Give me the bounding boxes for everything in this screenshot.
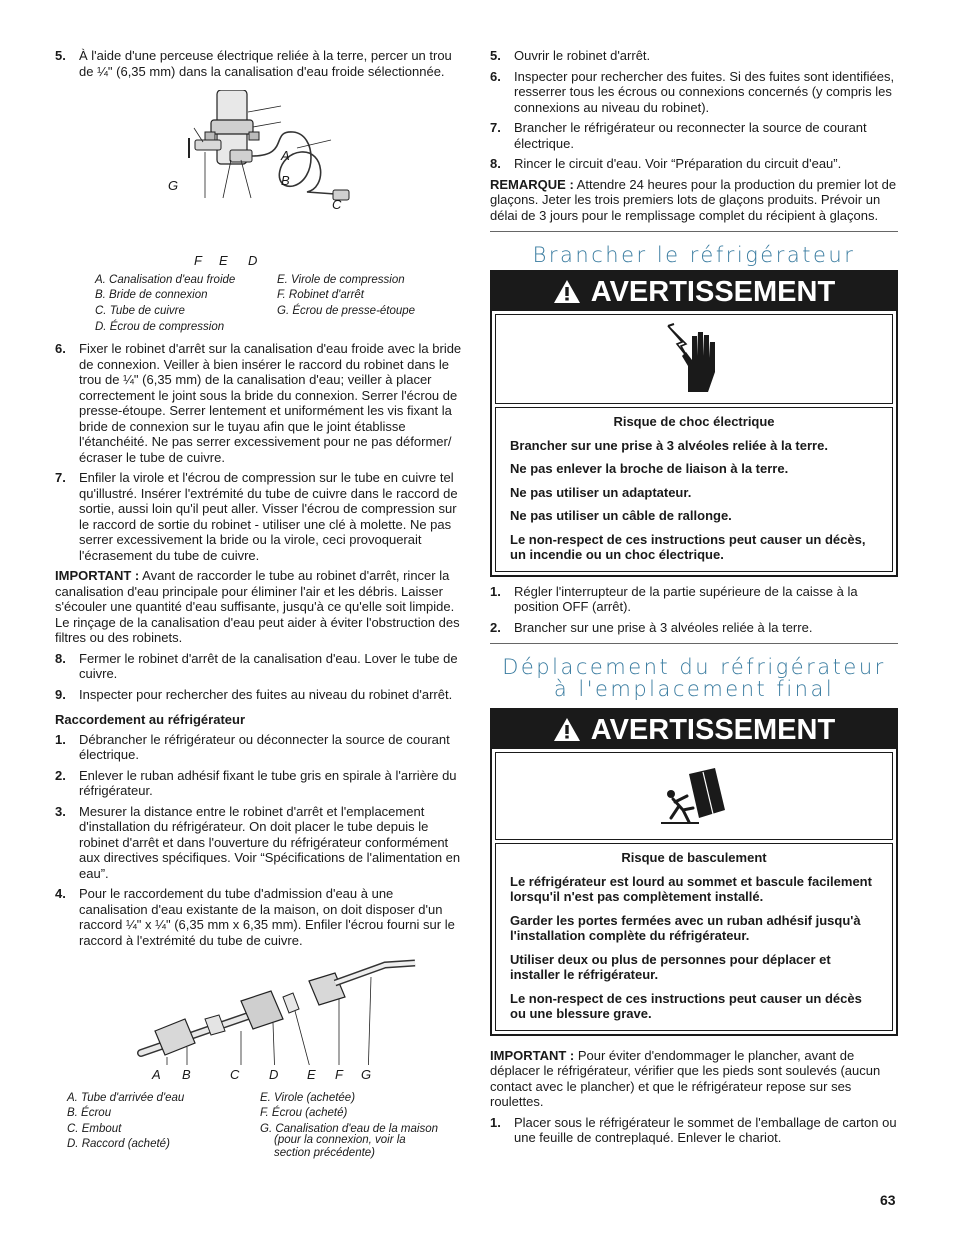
legend-item: D. Écrou de compression <box>95 321 225 333</box>
connect-step-3: 3. Mesurer la distance entre le robinet d'arrêt et l'emplacement d'installation du réfrigérateur. On doit placer le tube depuis le robinet d'arrêt et dans l'ouverture du réfrigérateur conformément aux directives spécifiques. Voir “Spécifications de l'alimentation en eau”. <box>55 803 461 881</box>
fig2-label-d: D <box>269 1067 279 1082</box>
right-column <box>490 48 898 1151</box>
legend-item: F. Robinet d'arrêt <box>277 289 365 301</box>
fig2-label-g: G <box>361 1067 372 1082</box>
fig2-label-f: F <box>335 1067 343 1082</box>
legend-item: C. Tube de cuivre <box>95 305 185 317</box>
warning-pictogram <box>495 314 893 404</box>
connect-step-1: 1. Débrancher le réfrigérateur ou déconnecter la source de courant électrique. <box>55 731 450 762</box>
warning-box-electric <box>490 270 898 577</box>
fig1-label-g: G <box>168 178 179 193</box>
fig2-legend <box>55 1091 463 1161</box>
left-column <box>55 48 463 1161</box>
page-number: 63 <box>880 1192 896 1208</box>
warning-line: Le réfrigérateur est lourd au sommet et bascule facilement lorsqu'il n'est pas complètement installé. <box>510 873 872 904</box>
warning-triangle-icon <box>553 279 581 304</box>
fig1-label-b: B <box>281 173 290 188</box>
divider <box>490 643 898 644</box>
warning-line: Utiliser deux ou plus de personnes pour déplacer et installer le réfrigérateur. <box>510 951 831 982</box>
fig2-label-b: B <box>182 1067 191 1082</box>
divider <box>490 231 898 232</box>
fig1-label-f: F <box>194 253 202 268</box>
fig1-legend <box>55 273 463 341</box>
fig2-label-a: A <box>152 1067 161 1082</box>
legend-item: E. Virole (achetée) <box>260 1092 356 1104</box>
legend-item: B. Écrou <box>67 1107 112 1119</box>
legend-item: G. Canalisation d'eau de la maison <box>260 1123 438 1135</box>
section-title-move: Déplacement du réfrigérateur à l'emplacement final <box>502 655 886 701</box>
legend-item: A. Tube d'arrivée d'eau <box>67 1092 185 1104</box>
legend-item: C. Embout <box>67 1123 122 1135</box>
warning-title: AVERTISSEMENT <box>590 275 836 308</box>
warning-line: Garder les portes fermées avec un ruban adhésif jusqu'à l'installation complète du réfrigérateur. <box>510 912 861 943</box>
important-note: IMPORTANT : Avant de raccorder le tube au robinet d'arrêt, rincer la canalisation d'eau principale pour éliminer l'air et les débris. Laisser s'écouler une quantité d'eau suffisante, jusqu'à ce qu'elle soit limpide. Le rinçage de la canalisation d'eau peut aider à éviter l'obstruction des filtres ou des robinets. <box>55 568 460 645</box>
legend-item: A. Canalisation d'eau froide <box>95 274 236 286</box>
legend-item: G. Écrou de presse-étoupe <box>277 305 416 317</box>
warning-header <box>492 710 896 749</box>
connect-step-4: 4. Pour le raccordement du tube d'admission d'eau à une canalisation d'eau existante de la maison, on doit disposer d'un raccord ¼" x ¼" (6,35 mm x 6,35 mm). Enfiler l'écrou fourni sur le raccord à l'extrémité du tube de cuivre. <box>55 886 455 948</box>
warning-line: Le non-respect de ces instructions peut causer un décès ou une blessure grave. <box>510 990 862 1021</box>
risk-title: Risque de choc électrique <box>613 414 775 429</box>
compression-fitting-illustration <box>55 953 463 1065</box>
legend-item: D. Raccord (acheté) <box>67 1138 170 1150</box>
plug-step-1: 1. Régler l'interrupteur de la partie supérieure de la caisse à la position OFF (arrêt). <box>490 583 858 614</box>
warning-header <box>492 272 896 311</box>
fig1-label-e: E <box>219 253 228 268</box>
step-6: 6. Fixer le robinet d'arrêt sur la canalisation d'eau froide avec la bride de connexion. Veiller à bien insérer le raccord du robinet dans le trou de ¼" (6,35 mm) de la canalisation d'eau; veiller à placer correctement le joint sous la bride du connexion. Serrer l'écrou de presse-étoupe. Serrer lentement et uniformément les vis fixant la bride de connexion sur le tuyau afin que le joint établisse l'étanchéité. Ne pas serrer excessivement pour ne pas déformer/écraser le tube de cuivre. <box>55 341 462 465</box>
step-9: 9. Inspecter pour rechercher des fuites au niveau du robinet d'arrêt. <box>55 686 453 702</box>
warning-body <box>495 407 893 572</box>
step-6b: 6. Inspecter pour rechercher des fuites. Si des fuites sont identifiées, resserrer tous les écrous ou connexions concernés (y compris les connexions au niveau du robinet). <box>490 68 895 115</box>
subheading: Raccordement au réfrigérateur <box>55 712 246 727</box>
fig1-label-c: C <box>332 197 342 212</box>
step-7b: 7. Brancher le réfrigérateur ou reconnecter la source de courant électrique. <box>490 120 867 151</box>
warning-triangle-icon <box>553 717 581 742</box>
section-title-plug-in: Brancher le réfrigérateur <box>532 243 856 267</box>
step-5: 5. À l'aide d'une perceuse électrique reliée à la terre, percer un trou de ¼" (6,35 mm) dans la canalisation d'eau froide sélectionnée. <box>55 48 452 79</box>
shutoff-valve-illustration <box>55 90 463 210</box>
tip-over-hazard-icon <box>659 766 729 826</box>
compression-fitting-figure <box>55 953 463 1085</box>
legend-item: B. Bride de connexion <box>95 289 208 301</box>
step-5b: 5. Ouvrir le robinet d'arrêt. <box>490 48 651 63</box>
legend-item: F. Écrou (acheté) <box>260 1107 348 1119</box>
fig1-label-a: A <box>281 148 290 163</box>
fig2-label-c: C <box>230 1067 240 1082</box>
plug-step-2: 2. Brancher sur une prise à 3 alvéoles reliée à la terre. <box>490 619 813 635</box>
connect-step-2: 2. Enlever le ruban adhésif fixant le tube gris en spirale à l'arrière du réfrigérateur. <box>55 767 457 798</box>
fig1-label-d: D <box>248 253 258 268</box>
warning-line: Ne pas utiliser un adaptateur. <box>510 484 692 500</box>
warning-title: AVERTISSEMENT <box>590 713 836 746</box>
warning-line: Ne pas utiliser un câble de rallonge. <box>510 508 732 523</box>
warning-line: Ne pas enlever la broche de liaison à la terre. <box>510 461 789 476</box>
warning-box-tip-over <box>490 708 898 1036</box>
electric-shock-hand-icon <box>664 322 724 396</box>
shutoff-valve-figure <box>55 84 463 268</box>
warning-body <box>495 843 893 1031</box>
move-step-1: 1. Placer sous le réfrigérateur le sommet de l'emballage de carton ou une feuille de contreplaqué. Enlever le chariot. <box>490 1114 897 1145</box>
step-8: 8. Fermer le robinet d'arrêt de la canalisation d'eau. Lover le tube de cuivre. <box>55 650 458 681</box>
legend-item: E. Virole de compression <box>277 274 405 286</box>
fig2-label-e: E <box>307 1067 316 1082</box>
remark-note: REMARQUE : Attendre 24 heures pour la production du premier lot de glaçons. Jeter les trois premiers lots de glaçons produits. Prévoir un délai de 3 jours pour le remplissage complet du récipient à glaçons. <box>490 176 897 223</box>
warning-line: Brancher sur une prise à 3 alvéoles reliée à la terre. <box>510 437 828 453</box>
warning-line: Le non-respect de ces instructions peut causer un décès, un incendie ou un choc électrique. <box>510 531 866 562</box>
legend-item: (pour la connexion, voir la <box>274 1134 406 1146</box>
warning-pictogram <box>495 752 893 840</box>
step-8b: 8. Rincer le circuit d'eau. Voir “Préparation du circuit d'eau”. <box>490 156 842 171</box>
risk-title: Risque de basculement <box>621 850 767 865</box>
important-note-floor: IMPORTANT : Pour éviter d'endommager le plancher, avant de déplacer le réfrigérateur, vérifier que les pieds sont soulevés (aucun contact avec le plancher) et que le réfrigérateur repose sur ses roulettes. <box>490 1047 881 1109</box>
step-7: 7. Enfiler la virole et l'écrou de compression sur le tube en cuivre tel qu'illustré. Insérer l'extrémité du tube de cuivre dans le raccord de sortie, aussi loin qu'il peut aller. Visser l'écrou de compression sur le raccord de sortie du robinet - utiliser une clé à molette. Ne pas serrer excessivement la bride ou la virole, ceci provoquerait l'écrasement du tube de cuivre. <box>55 470 458 563</box>
legend-item: section précédente) <box>274 1147 376 1159</box>
